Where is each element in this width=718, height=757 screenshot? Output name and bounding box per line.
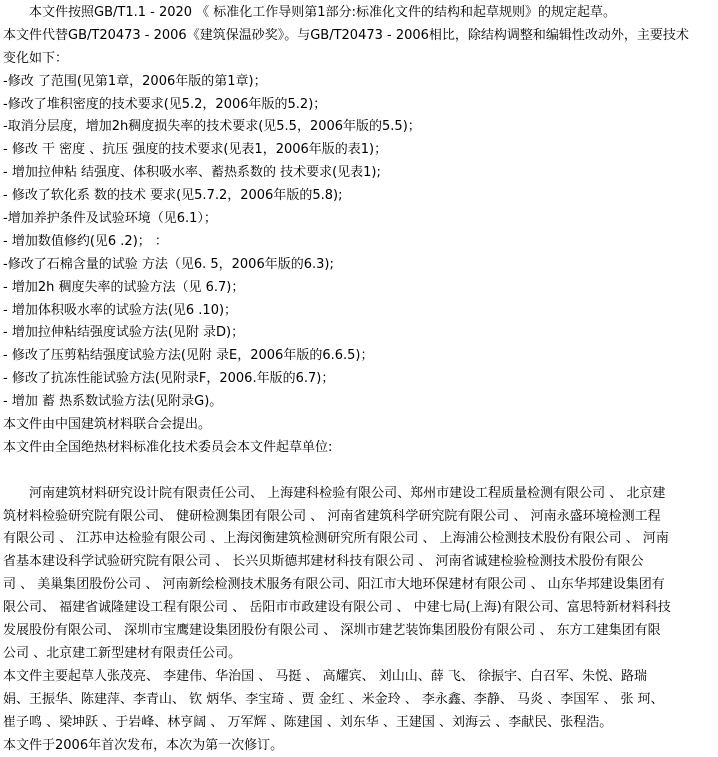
units-line: 河南建筑材料研究设计院有限责任公司、 上海建科检验有限公司、郑州市建设工程质量检测有限公司 、 北京建 [3,483,714,506]
history-statement: 本文件于2006年首次发布，本次为第一次修订。 [3,735,714,757]
drafters-list [3,666,714,735]
units-line: 司 、 美巢集团股份公司 、 河南新绘检测技术服务有限公司、阳江市大地环保建材有限公司 、 山东华邦建设集团有 [3,574,714,597]
change-item: - 增加数值修约(见6 .2)； ： [3,231,714,254]
change-item: - 增加体积吸水率的试验方法(见6 .10)； [3,300,714,323]
units-line: 限公司、 福建省诚隆建设工程有限公司 、 岳阳市市政建设有限公司 、 中建七局(上海)有限公司、富思特新材料科技 [3,597,714,620]
drafters-line: 娟、王振华、陈建萍、李青山、 钦 炳华、李宝琦 、贾 金红 、米金玲 、 李永鑫、李静、 马炎 、李国军 、 张 珂、 [3,689,714,712]
change-item: - 修改了抗冻性能试验方法(见附录F，2006.年版的6.7)； [3,368,714,391]
paragraph-gap [3,460,714,483]
drafters-line: 崔子鸣 、梁坤跃 、于岩峰、林亨阔 、 万军辉 、陈建国 、刘东华 、王建国 、刘海云 、李献民、张程浩。 [3,712,714,735]
proposal-statement: 本文件由中国建筑材料联合会提出。 [3,414,714,437]
preface-line-2: 本文件代替GB/T20473 - 2006《建筑保温砂奖》。与GB/T20473 - 2006相比，除结构调整和编辑性改动外，主要技术 [3,25,714,48]
change-item: - 修改了压剪粘结强度试验方法(见附 录E，2006年版的6.6.5)； [3,345,714,368]
change-item: -修改了石棉含量的试验 方法（见6. 5，2006年版的6.3); [3,254,714,277]
units-line: 发展股份有限公司、 深圳市宝鹰建设集团股份有限公司 、 深圳市建艺装饰集团股份有限公司 、 东方工建集团有限 [3,620,714,643]
drafters-line: 本文件主要起草人张茂亮、 李建伟、华治国 、 马挺 、 高耀宾、 刘山山、薛 飞、 徐振宇、白召军、朱悦、路瑞 [3,666,714,689]
changes-list [3,71,714,414]
drafting-units [3,483,714,666]
change-item: -增加养护条件及试验环境（见6.1）； [3,208,714,231]
change-item: - 增加 蓄 热系数试验方法(见附录G)。 [3,391,714,414]
units-line: 省基本建设科学试验研究院有限公司 、 长兴贝斯德邦建材科技有限公司 、 河南省诚建检验检测技术股份有限公 [3,551,714,574]
change-item: - 增加拉伸粘 结强度、体积吸水率、蓄热系数的 技术要求(见表1); [3,162,714,185]
units-line: 筑材料检验研究院有限公司、 健研检测集团有限公司 、 河南省建筑科学研究院有限公司 、 河南永盛环境检测工程 [3,506,714,529]
change-item: - 修改了软化系 数的技术 要求(见5.7.2，2006年版的5.8); [3,185,714,208]
preface-line-3: 变化如下： [3,48,714,71]
change-item: -取消分层度，增加2h稠度损失率的技术要求(见5.5，2006年版的5.5)； [3,116,714,139]
units-line: 公司 、北京建工新型建材有限责任公司。 [3,643,714,666]
change-item: - 增加拉伸粘结强度试验方法(见附 录D)； [3,322,714,345]
change-item: - 增加2h 稠度失率的试验方法（见 6.7)； [3,277,714,300]
preface-line-1: 本文件按照GB/T1.1 - 2020 《 标准化工作导则第1部分:标准化文件的结构和起草规则》的规定起草。 [3,2,714,25]
change-item: -修改了堆积密度的技术要求(见5.2，2006年版的5.2)； [3,94,714,117]
committee-statement: 本文件由全国绝热材料标准化技术委员会本文件起草单位: [3,437,714,460]
change-item: -修改 了范围(见第1章，2006年版的第1章)； [3,71,714,94]
change-item: - 修改 干 密度 、抗压 强度的技术要求(见表1，2006年版的表1)； [3,139,714,162]
units-line: 有限公司 、 江苏申达检验有限公司 、上海闵衡建筑检测研究所有限公司 、 上海浦公检测技术股份有限公司 、 河南 [3,528,714,551]
